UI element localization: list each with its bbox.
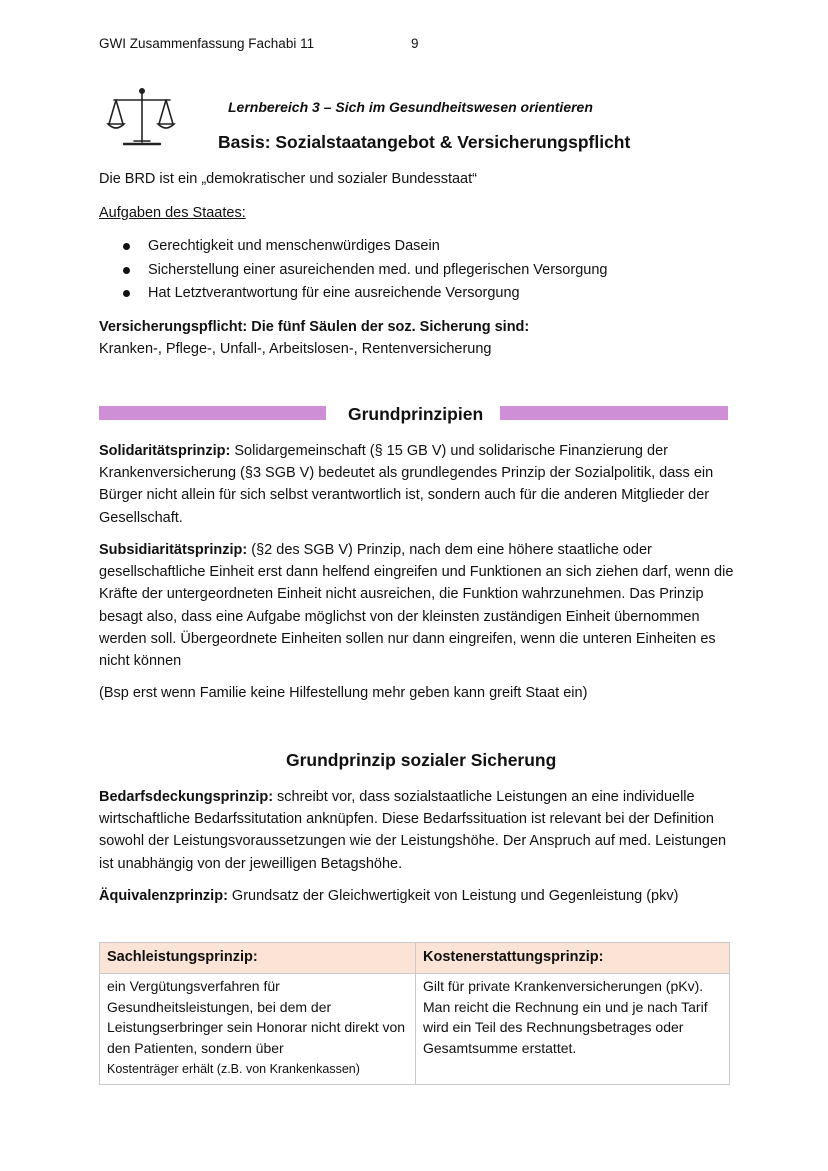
example-text: (Bsp erst wenn Familie keine Hilfestellung mehr geben kann greift Staat ein) [99,685,588,701]
list-item-text: Sicherstellung einer asureichenden med. und pflegerischen Versorgung [148,261,608,278]
bullet-icon [123,243,130,250]
section-subtitle: Lernbereich 3 – Sich im Gesundheitswesen orientieren [228,99,593,115]
subsidiarity-text: (§2 des SGB V) Prinzip, nach dem eine höhere staatliche oder gesellschaftliche Einheit erst dann helfend eingreifen und Funktionen an sich ziehen darf, wenn die Kräfte der untergeordneten Einheit nicht ausreichen, die Funktion wahrzunehmen. Das Prinzip besagt also, dass eine Aufgabe möglichst von der kleinsten zuständigen Einheit übernommen werden soll. Übergeordnete Einheiten sollen nur dann eingreifen, wenn die unteren Einheiten es nicht können [99,542,734,670]
bullet-icon [123,267,130,274]
subsidiarity-paragraph [99,539,734,672]
solidarity-text: Solidargemeinschaft (§ 15 GB V) und solidarische Finanzierung der Krankenversicherung (§3 SGB V) bedeutet als grundlegendes Prinzip der Sozialpolitik, dass ein Bürger nicht allein für sich selbst verantwortlich ist, sondern auch für die anderen Mitglieder der Gesellschaft. [99,443,714,526]
table-header-cell: Sachleistungsprinzip: [100,943,416,974]
scales-icon [106,86,178,152]
equivalence-paragraph [99,885,734,907]
page-title: Basis: Sozialstaatangebot & Versicherungspflicht [218,132,631,152]
subsidiarity-label: Subsidiaritätsprinzip: [99,542,248,558]
tasks-heading: Aufgaben des Staates: [99,205,246,221]
pillars-label: Versicherungspflicht: Die fünf Säulen der soz. Sicherung sind: [99,319,530,335]
principles-heading: Grundprinzipien [348,404,484,424]
list-item-text: Hat Letztverantwortung für eine ausreichende Versorgung [148,285,520,301]
table-cell [100,974,416,1085]
social-security-heading: Grundprinzip sozialer Sicherung [286,750,557,770]
heading-bar-left [99,406,326,420]
table-header-cell: Kostenerstattungsprinzip: [416,943,730,974]
needs-text: schreibt vor, dass sozialstaatliche Leistungen an eine individuelle wirtschaftliche Bedarfssitutation anknüpfen. Diese Bedarfssituation ist relevant bei der Definition sowohl der Leistungsvoraussetzungen wie der Leistungshöhe. Der Anspruch auf med. Leistungen ist unabhängig von der jeweilligen Betagshöhe. [99,789,727,872]
equivalence-text: Grundsatz der Gleichwertigkeit von Leistung und Gegenleistung (pkv) [227,888,679,904]
bullet-icon [123,290,130,297]
solidarity-paragraph [99,440,734,529]
table-cell-text: ein Vergütungsverfahren für Gesundheitsleistungen, bei dem der Leistungserbringer sein Honorar nicht direkt von den Patienten, sondern über [107,978,406,1056]
table-cell: Gilt für private Krankenversicherungen (pKv). Man reicht die Rechnung ein und je nach Tarif wird ein Teil des Rechnungsbetrages oder Gesamtsumme erstattet. [416,974,730,1085]
tasks-list [99,235,739,306]
table-cell-small-text: Kostenträger erhält (z.B. von Krankenkassen) [107,1062,360,1076]
pillars-text: Kranken-, Pflege-, Unfall-, Arbeitslosen-, Rentenversicherung [99,341,492,357]
page-number: 9 [411,36,419,51]
equivalence-label: Äquivalenzprinzip: [99,888,228,904]
needs-paragraph [99,786,734,875]
solidarity-label: Solidaritätsprinzip: [99,443,231,459]
heading-bar-right [500,406,728,420]
list-item [99,235,739,259]
list-item-text: Gerechtigkeit und menschenwürdiges Dasein [148,238,440,254]
intro-statement: Die BRD ist ein „demokratischer und sozialer Bundesstaat“ [99,171,477,187]
table-header-row [100,943,730,974]
needs-label: Bedarfsdeckungsprinzip: [99,789,274,805]
comparison-table [99,942,730,1085]
document-title: GWI Zusammenfassung Fachabi 11 [99,36,315,51]
list-item [99,259,739,283]
table-row [100,974,730,1085]
list-item [99,282,739,306]
